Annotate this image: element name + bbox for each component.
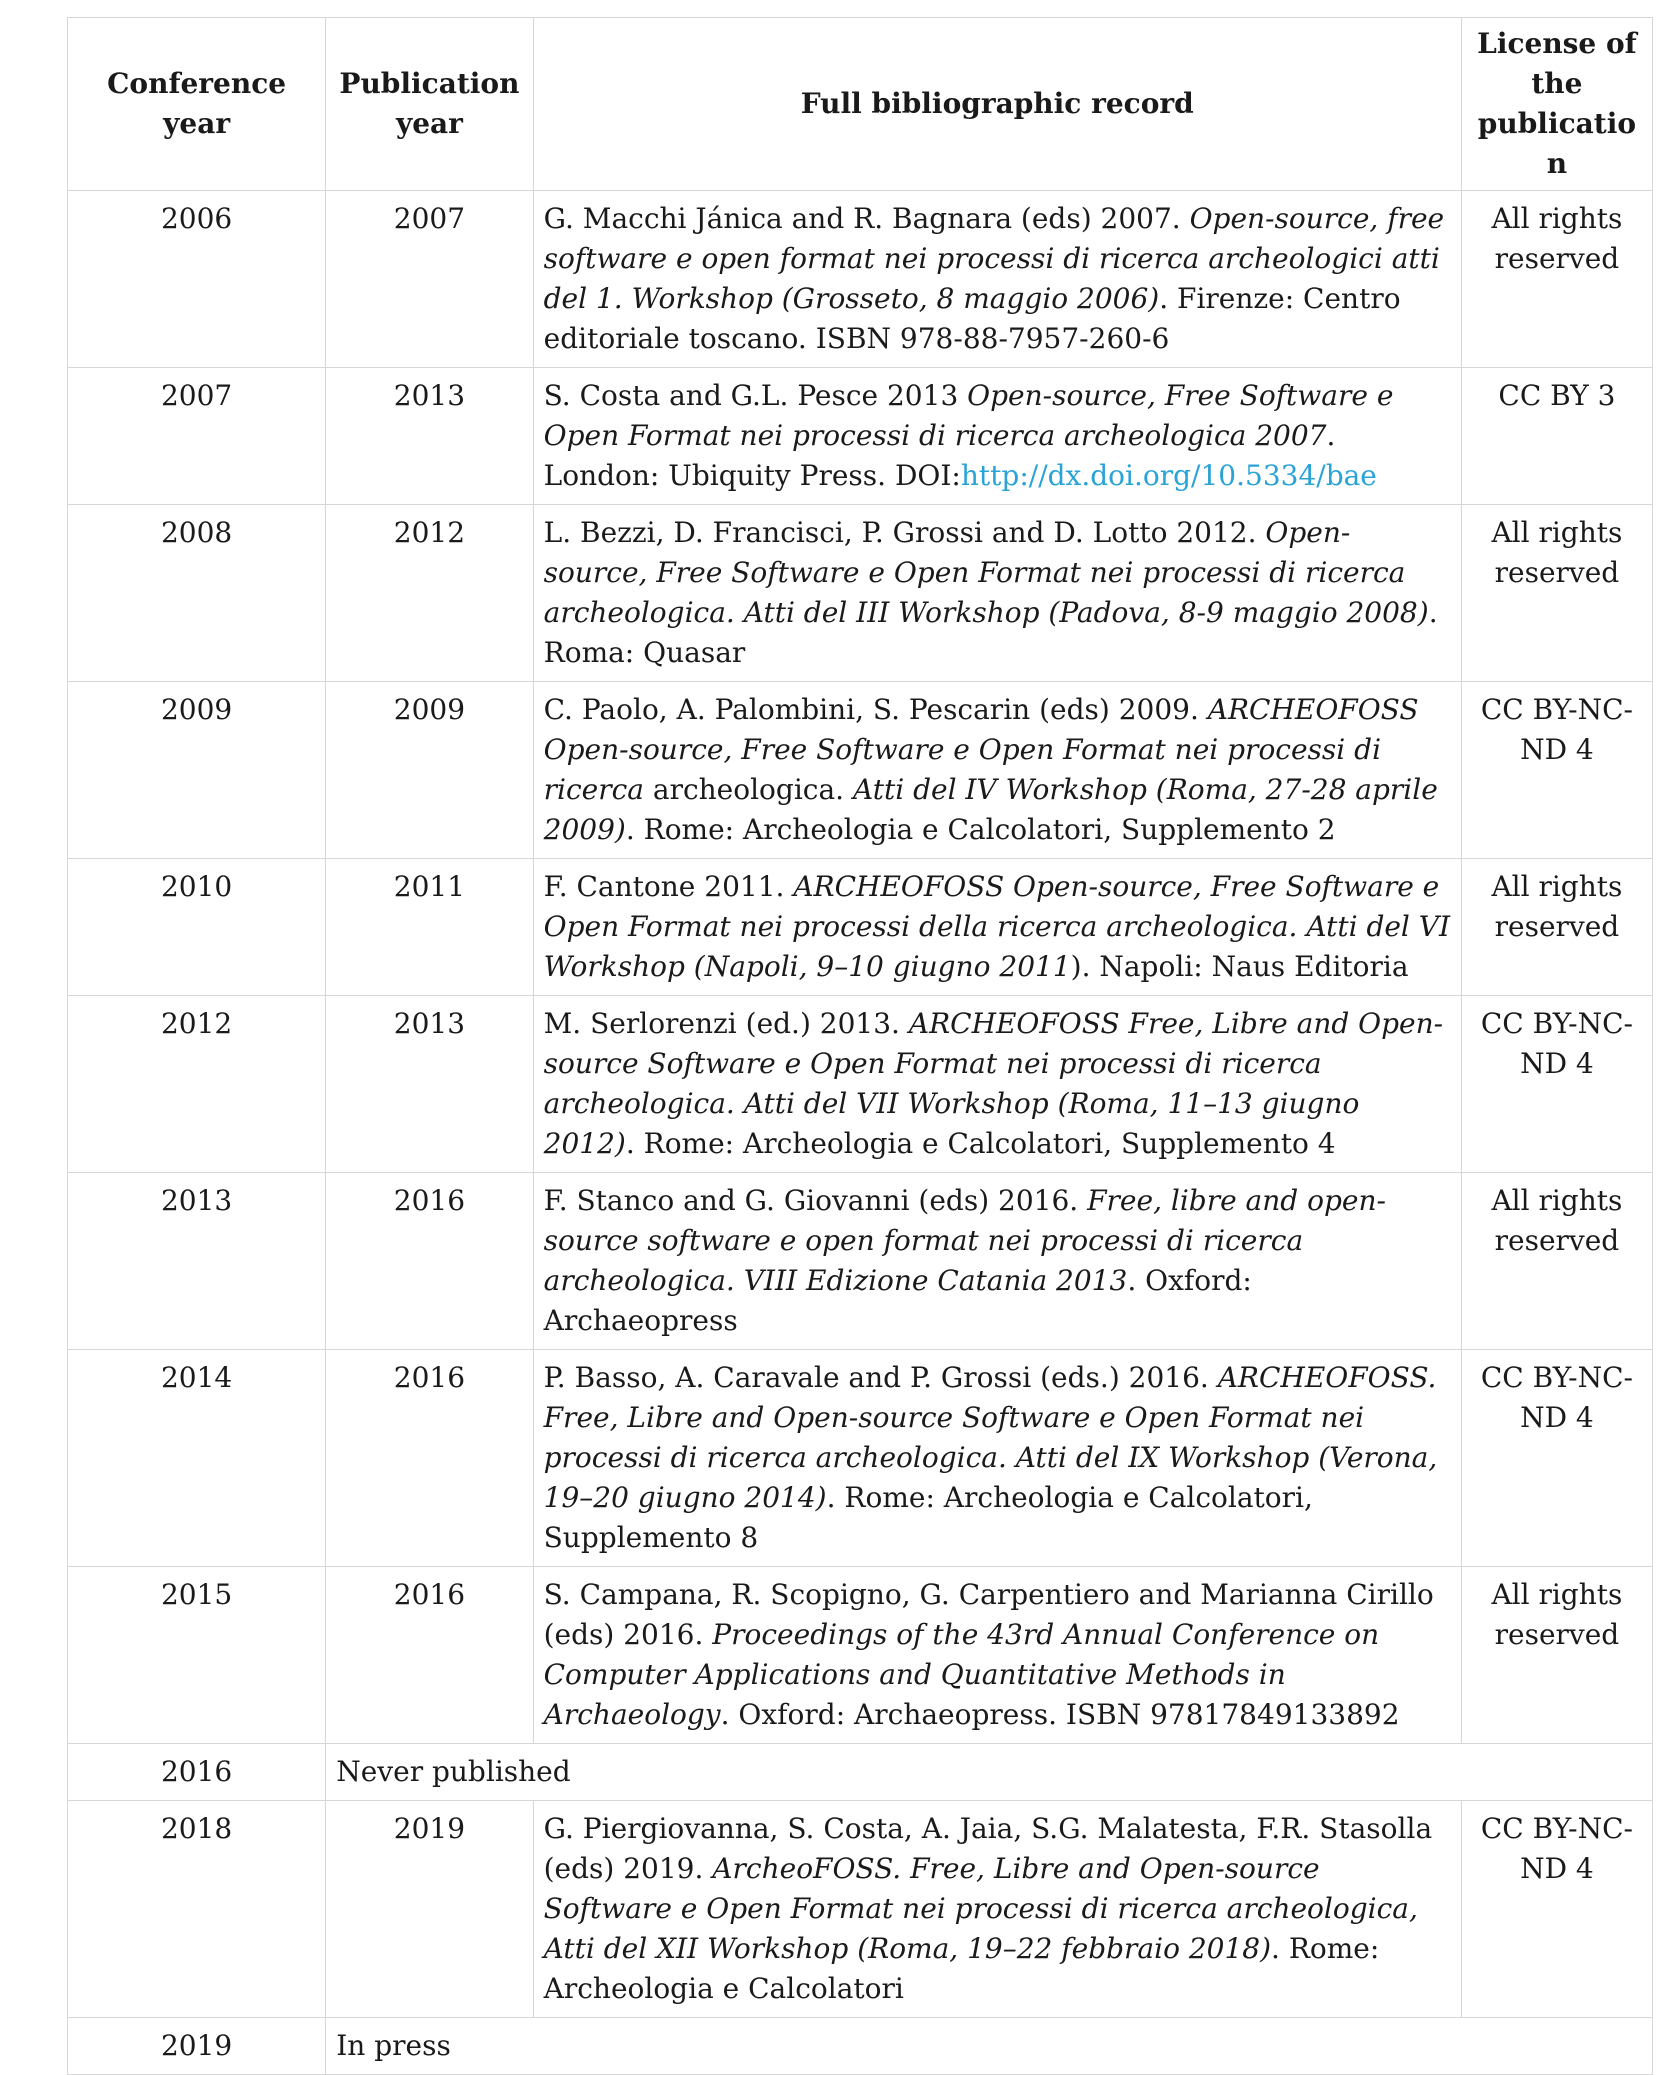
- record-publisher: . London: Ubiquity Press. DOI:: [543, 419, 1336, 492]
- table-row: [68, 1567, 1653, 1744]
- doi-link[interactable]: http://dx.doi.org/10.5334/bae: [960, 459, 1377, 492]
- record-authors: F. Stanco and G. Giovanni (eds) 2016.: [543, 1184, 1088, 1217]
- table-row: [68, 505, 1653, 682]
- publication-year: 2009: [326, 682, 533, 859]
- record-publisher: . Rome: Archeologia e Calcolatori: [543, 1932, 1380, 2005]
- table-row: [68, 368, 1653, 505]
- header-conference-year: Conference year: [68, 18, 326, 191]
- conference-year: 2013: [68, 1173, 326, 1350]
- record-title: ArcheoFOSS. Free, Libre and Open-source Software e Open Format nei processi di ricerca archeologica, Atti del XII Workshop (Roma, 19–22 febbraio 2018): [543, 1852, 1418, 1965]
- conference-year: 2010: [68, 859, 326, 996]
- conference-year: 2015: [68, 1567, 326, 1744]
- record-authors: G. Macchi Jánica and R. Bagnara (eds) 2007.: [543, 202, 1190, 235]
- header-record: Full bibliographic record: [533, 18, 1461, 191]
- record-title: Open-source, Free Software e Open Format nei processi di ricerca archeologica 2007: [543, 379, 1394, 452]
- record-mid: archeologica.: [643, 773, 853, 806]
- record-authors: P. Basso, A. Caravale and P. Grossi (eds.) 2016.: [543, 1361, 1218, 1394]
- publication-year: 2013: [326, 996, 533, 1173]
- status-note: In press: [326, 2018, 1653, 2075]
- record-title: Open-source, Free Software e Open Format nei processi di ricerca archeologica. Atti del III Workshop (Padova, 8-9 maggio 2008): [543, 516, 1429, 629]
- record-title: Free, libre and open-source software e open format nei processi di ricerca archeologica. VIII Edizione Catania 2013: [543, 1184, 1386, 1297]
- record-publisher: . Oxford: Archaeopress. ISBN 97817849133892: [720, 1698, 1400, 1731]
- table-row: [68, 1744, 1653, 1801]
- record-authors: F. Cantone 2011.: [543, 870, 794, 903]
- record-authors: G. Piergiovanna, S. Costa, A. Jaia, S.G. Malatesta, F.R. Stasolla (eds) 2019.: [543, 1812, 1433, 1885]
- record-title: ARCHEOFOSS Free, Libre and Open-source Software e Open Format nei processi di ricerca archeologica. Atti del VII Workshop (Roma, 11–13 giugno 2012): [543, 1007, 1444, 1160]
- conference-year: 2012: [68, 996, 326, 1173]
- conference-year: 2009: [68, 682, 326, 859]
- publication-year: 2007: [326, 191, 533, 368]
- publication-year: 2012: [326, 505, 533, 682]
- record-authors: L. Bezzi, D. Francisci, P. Grossi and D. Lotto 2012.: [543, 516, 1266, 549]
- record-title: Open-source, free software e open format nei processi di ricerca archeologici atti del 1. Workshop (Grosseto, 8 maggio 2006): [543, 202, 1445, 315]
- publication-year: 2016: [326, 1567, 533, 1744]
- header-license: License of the publication: [1461, 18, 1652, 191]
- record-authors: S. Campana, R. Scopigno, G. Carpentiero and Marianna Cirillo (eds) 2016.: [543, 1578, 1434, 1651]
- table-row: [68, 1173, 1653, 1350]
- bibliographic-record: [533, 859, 1461, 996]
- bibliographic-record: [533, 505, 1461, 682]
- header-row: [68, 18, 1653, 191]
- table-row: [68, 859, 1653, 996]
- license: All rights reserved: [1461, 1173, 1652, 1350]
- license: CC BY-NC-ND 4: [1461, 1801, 1652, 2018]
- bibliographic-record: [533, 1173, 1461, 1350]
- publication-year: 2011: [326, 859, 533, 996]
- record-publisher: . Roma: Quasar: [543, 596, 1438, 669]
- license: CC BY-NC-ND 4: [1461, 996, 1652, 1173]
- conference-year: 2019: [68, 2018, 326, 2075]
- record-authors: M. Serlorenzi (ed.) 2013.: [543, 1007, 909, 1040]
- conference-year: 2007: [68, 368, 326, 505]
- publication-year: 2013: [326, 368, 533, 505]
- table-row: [68, 191, 1653, 368]
- conference-year: 2014: [68, 1350, 326, 1567]
- conference-year: 2008: [68, 505, 326, 682]
- license: All rights reserved: [1461, 1567, 1652, 1744]
- table-row: [68, 2018, 1653, 2075]
- bibliographic-record: [533, 1801, 1461, 2018]
- table-row: [68, 682, 1653, 859]
- conference-year: 2016: [68, 1744, 326, 1801]
- conference-year: 2006: [68, 191, 326, 368]
- license: All rights reserved: [1461, 505, 1652, 682]
- license: All rights reserved: [1461, 191, 1652, 368]
- bibliographic-record: [533, 1350, 1461, 1567]
- publication-year: 2019: [326, 1801, 533, 2018]
- bibliography-table: [67, 17, 1653, 2075]
- bibliographic-record: [533, 368, 1461, 505]
- record-authors: C. Paolo, A. Palombini, S. Pescarin (eds) 2009.: [543, 693, 1208, 726]
- license: CC BY-NC-ND 4: [1461, 682, 1652, 859]
- status-note: Never published: [326, 1744, 1653, 1801]
- bibliographic-record: [533, 191, 1461, 368]
- header-publication-year: Publication year: [326, 18, 533, 191]
- record-title: ARCHEOFOSS. Free, Libre and Open-source Software e Open Format nei processi di ricerca archeologica. Atti del IX Workshop (Verona, 19–20 giugno 2014): [543, 1361, 1438, 1514]
- license: All rights reserved: [1461, 859, 1652, 996]
- bibliographic-record: [533, 1567, 1461, 1744]
- publication-year: 2016: [326, 1173, 533, 1350]
- table-row: [68, 1350, 1653, 1567]
- conference-year: 2018: [68, 1801, 326, 2018]
- record-title: ARCHEOFOSS Open-source, Free Software e Open Format nei processi della ricerca archeologica. Atti del VI Workshop (Napoli, 9–10 giugno 2011: [543, 870, 1451, 983]
- license: CC BY 3: [1461, 368, 1652, 505]
- record-publisher: . Rome: Archeologia e Calcolatori, Supplemento 2: [625, 813, 1336, 846]
- record-publisher: ). Napoli: Naus Editoria: [1070, 950, 1409, 983]
- record-title: ARCHEOFOSS Open-source, Free Software e Open Format nei processi di ricerca: [543, 693, 1419, 806]
- table-row: [68, 996, 1653, 1173]
- license: CC BY-NC-ND 4: [1461, 1350, 1652, 1567]
- publication-year: 2016: [326, 1350, 533, 1567]
- record-title: Proceedings of the 43rd Annual Conference on Computer Applications and Quantitative Methods in Archaeology: [543, 1618, 1380, 1731]
- table-row: [68, 1801, 1653, 2018]
- record-title-part2: Atti del IV Workshop (Roma, 27-28 aprile 2009): [543, 773, 1438, 846]
- record-publisher: . Rome: Archeologia e Calcolatori, Supplemento 8: [543, 1481, 1313, 1554]
- record-authors: S. Costa and G.L. Pesce 2013: [543, 379, 968, 412]
- record-publisher: . Firenze: Centro editoriale toscano. ISBN 978-88-7957-260-6: [543, 282, 1401, 355]
- record-publisher: . Rome: Archeologia e Calcolatori, Supplemento 4: [625, 1127, 1336, 1160]
- bibliographic-record: [533, 682, 1461, 859]
- bibliographic-record: [533, 996, 1461, 1173]
- record-publisher: . Oxford: Archaeopress: [543, 1264, 1252, 1337]
